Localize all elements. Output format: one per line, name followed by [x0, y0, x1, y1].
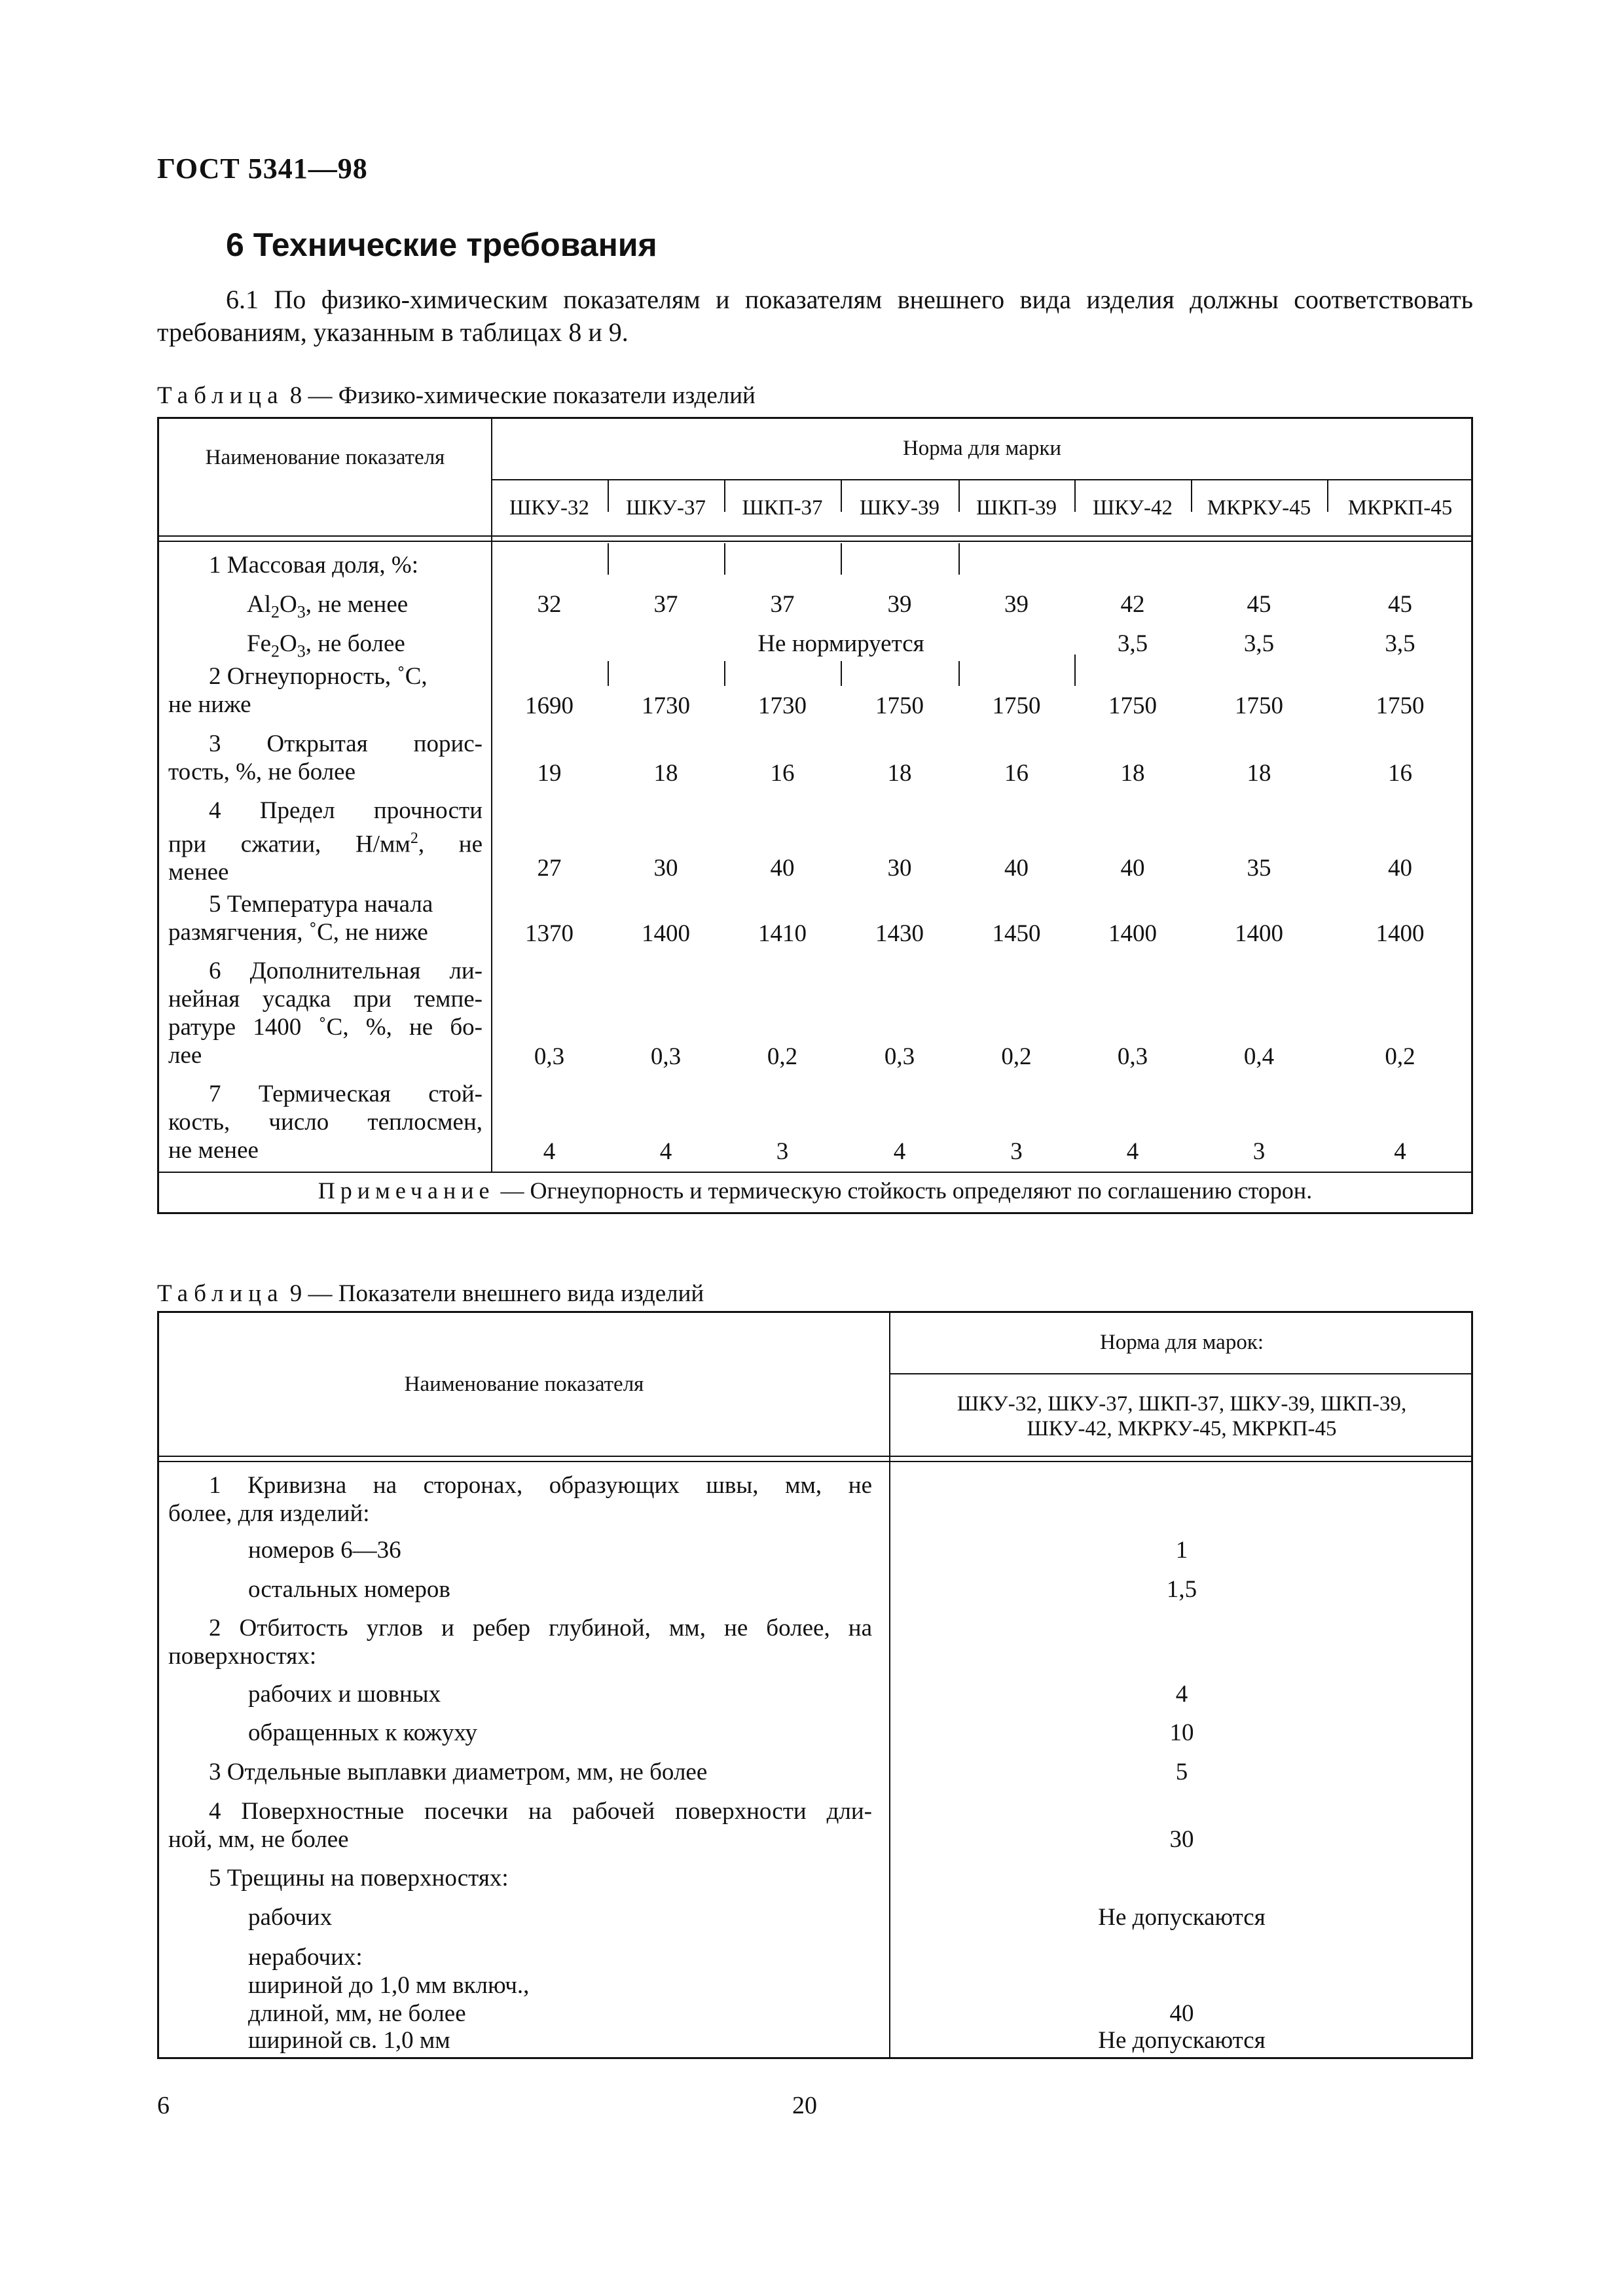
grades-line: ШКУ-32, ШКУ-37, ШКП-37, ШКУ-39, ШКП-39, [957, 1392, 1407, 1416]
table8-cell: 4 [1126, 1138, 1139, 1165]
table9-caption-word: Таблица [157, 1280, 284, 1307]
table8-header-name: Наименование показателя [205, 446, 445, 469]
table8-grade: ШКП-39 [976, 496, 1057, 520]
section-title: 6 Технические требования [226, 226, 657, 263]
subscript: 3 [297, 602, 306, 622]
table8-cell: 3 [1010, 1138, 1023, 1165]
table8-cell: 1750 [1376, 692, 1425, 719]
row-label-text: 2 Отбитость углов и ребер глубиной, мм, не более, на [209, 1615, 872, 1641]
row-label-text: 6 Дополнительная ли- [209, 958, 483, 984]
table8-divider [841, 661, 842, 686]
table9-cell: Не допускаются [1098, 1904, 1266, 1931]
table8-cell: 1430 [875, 920, 924, 947]
table8-cell: 0,2 [767, 1043, 798, 1070]
label-part: , не более [305, 630, 405, 657]
table9-cell: 30 [1169, 1826, 1194, 1853]
table8-cell: 45 [1247, 591, 1271, 618]
table8-row-label [168, 630, 633, 665]
row-label-text: 7 Термическая стой- [209, 1081, 483, 1107]
table8-row-label [168, 797, 483, 886]
row-label-text: не менее [168, 1137, 259, 1164]
table8-cell: 1400 [1376, 920, 1425, 947]
row-label-text: поверхностях: [168, 1643, 317, 1670]
table8-rule [491, 479, 1471, 480]
label-part: , не [418, 831, 483, 858]
table8-cell: 32 [537, 591, 562, 618]
table9-cell: 40 [1169, 2000, 1194, 2027]
superscript: 2 [410, 830, 418, 847]
page-number-center: 20 [792, 2092, 817, 2119]
table8-caption-word: Таблица [157, 382, 284, 409]
row-label-text: 4 Предел прочности [209, 797, 483, 824]
label-part: при сжатии, Н/мм [168, 831, 410, 858]
row-label-text: нерабочих: [248, 1944, 363, 1971]
label-part: O [280, 630, 297, 657]
table9-cell: 5 [1175, 1759, 1188, 1785]
table8-cell: 1410 [758, 920, 807, 947]
table9-caption [157, 1280, 704, 1308]
table8-grade: ШКУ-37 [626, 496, 706, 520]
table9-header-grades [890, 1391, 1473, 1441]
table9-caption-text: 9 — Показатели внешнего вида изделий [289, 1280, 704, 1307]
table8-note [159, 1177, 1471, 1204]
note-text: — Огнеупорность и термическую стойкость определяют по соглашению сторон. [494, 1177, 1313, 1204]
table8-row-label [168, 662, 483, 719]
table8-cell: 4 [659, 1138, 672, 1165]
table8-cell: 0,3 [1117, 1043, 1148, 1070]
table9-cell: 4 [1175, 1681, 1188, 1708]
subscript: 2 [271, 602, 280, 622]
table8-divider [841, 543, 842, 575]
row-label-text [168, 825, 483, 858]
table8-cell: 3,5 [1117, 630, 1148, 657]
table9-row-label: шириной св. 1,0 мм [248, 2027, 450, 2054]
table8-caption [157, 382, 756, 410]
row-label-text: 1 Кривизна на сторонах, образующих швы, мм, не [209, 1472, 872, 1499]
table9-rule [889, 1373, 1471, 1374]
table8-rule [159, 541, 1471, 542]
table8-cell: 3 [776, 1138, 789, 1165]
note-word: Примечание [318, 1177, 495, 1204]
row-label-text: 4 Поверхностные посечки на рабочей поверхности дли- [209, 1798, 872, 1825]
table9-rule [159, 1461, 1471, 1462]
table9-row-label [168, 1471, 872, 1528]
subscript: 3 [297, 641, 306, 661]
row-label-text: 5 Температура начала [209, 891, 433, 918]
table8-cell: 1690 [525, 692, 574, 719]
table8-cell: 1400 [642, 920, 690, 947]
table8-header-norm: Норма для марки [902, 437, 1062, 460]
table9-header-norm: Норма для марок: [1099, 1331, 1264, 1354]
table8-grade: ШКУ-32 [509, 496, 589, 520]
document-code: ГОСТ 5341—98 [157, 152, 368, 185]
row-label-text: 2 Огнеупорность, ˚С, [209, 663, 428, 690]
table8-row-label [168, 1080, 483, 1164]
label-part: Al [247, 591, 271, 618]
table8-divider [1074, 655, 1076, 686]
table9-row-label: рабочих [248, 1904, 333, 1931]
row-label-text: ратуре 1400 ˚С, %, не бо- [168, 1014, 483, 1041]
table8-cell: 0,2 [1001, 1043, 1032, 1070]
row-label-text: размягчения, ˚С, не ниже [168, 919, 428, 946]
table8-cell: 1750 [992, 692, 1041, 719]
table8-cell: 42 [1120, 591, 1145, 618]
table8-grade: ШКП-37 [742, 496, 823, 520]
table8-row-label [168, 551, 633, 579]
label-part: O [280, 591, 297, 618]
table9 [157, 1311, 1473, 2059]
table8-cell: 1730 [642, 692, 690, 719]
table8-cell: 1400 [1108, 920, 1157, 947]
table8-cell: 1450 [992, 920, 1041, 947]
table8-divider [958, 543, 960, 575]
table8-cell: 0,3 [650, 1043, 682, 1070]
row-label-text: менее [168, 859, 229, 886]
table8-cell: 16 [1004, 760, 1029, 787]
table8-cell: 40 [770, 855, 795, 882]
row-label-text: шириной до 1,0 мм включ., [248, 1972, 530, 1999]
table8-cell: 1400 [1235, 920, 1283, 947]
table8-cell: 37 [653, 591, 678, 618]
table8-cell: 4 [893, 1138, 906, 1165]
table9-row-label: 5 Трещины на поверхностях: [209, 1865, 509, 1892]
table8-cell: 39 [887, 591, 912, 618]
table8-cell: 1750 [1235, 692, 1283, 719]
table9-row-label: номеров 6—36 [248, 1537, 401, 1564]
row-label-text: нейная усадка при темпе- [168, 986, 483, 1013]
table8-cell: 18 [1247, 760, 1271, 787]
row-label-text: более, для изделий: [168, 1500, 370, 1527]
table8-cell: 16 [770, 760, 795, 787]
table8-cell: 3 [1252, 1138, 1266, 1165]
table8-merged-cell: Не нормируется [757, 630, 924, 657]
table8-grade: МКРКУ-45 [1207, 496, 1311, 520]
row-label-text: длиной, мм, не более [248, 2000, 466, 2027]
table9-row-label: рабочих и шовных [248, 1681, 441, 1708]
row-label-text: 3 Открытая порис- [209, 730, 483, 757]
row-label-text: тость, %, не более [168, 759, 356, 785]
table8-cell: 40 [1388, 855, 1412, 882]
table8-cell: 37 [770, 591, 795, 618]
row-label-text [168, 630, 633, 665]
table9-cell: 10 [1169, 1719, 1194, 1746]
section-paragraph: 6.1 По физико-химическим показателям и показателям внешнего вида изделия должны соответствовать требованиям, указанным в таблицах 8 и 9. [157, 285, 1473, 347]
table8-rule [159, 1172, 1471, 1173]
table9-row-label [168, 1797, 872, 1854]
table8-cell: 40 [1004, 855, 1029, 882]
table8-cell: 1750 [875, 692, 924, 719]
table8-cell: 18 [1120, 760, 1145, 787]
row-label-text: кость, число теплосмен, [168, 1109, 483, 1136]
table8-cell: 4 [1394, 1138, 1406, 1165]
table9-row-label [168, 1943, 952, 2028]
table8-cell: 0,2 [1385, 1043, 1415, 1070]
table9-rule [159, 1456, 1471, 1457]
row-label-text: не ниже [168, 691, 251, 718]
table8-row-label [168, 890, 483, 946]
table8-row-label [168, 730, 483, 786]
table8-divider [724, 543, 725, 575]
table8-cell: 30 [887, 855, 912, 882]
table9-header-name: Наименование показателя [404, 1372, 644, 1396]
label-part: , не менее [305, 591, 409, 618]
label-part: Fe [247, 630, 271, 657]
table8-cell: 45 [1388, 591, 1412, 618]
table9-row-label [168, 1614, 872, 1670]
table8-cell: 35 [1247, 855, 1271, 882]
table9-row-label: остальных номеров [248, 1576, 450, 1603]
table8-rule [159, 535, 1471, 537]
table8-cell: 3,5 [1243, 630, 1275, 657]
table8-grade: МКРКП-45 [1347, 496, 1453, 520]
table8 [157, 417, 1473, 1214]
table8-grade: ШКУ-39 [860, 496, 939, 520]
table8-cell: 0,3 [534, 1043, 565, 1070]
row-label-text: лее [168, 1042, 202, 1069]
table8-cell: 1750 [1108, 692, 1157, 719]
table8-cell: 0,3 [884, 1043, 915, 1070]
table8-cell: 16 [1388, 760, 1412, 787]
table9-cell: Не допускаются [1098, 2027, 1266, 2054]
table8-cell: 39 [1004, 591, 1029, 618]
table8-cell: 18 [887, 760, 912, 787]
table8-cell: 0,4 [1243, 1043, 1275, 1070]
row-label-text: ной, мм, не более [168, 1826, 349, 1853]
table8-cell: 3,5 [1385, 630, 1415, 657]
subscript: 2 [271, 641, 280, 661]
page-number-left: 6 [157, 2092, 170, 2119]
table8-caption-text: 8 — Физико-химические показатели изделий [289, 382, 756, 409]
table8-cell: 27 [537, 855, 562, 882]
table8-cell: 1730 [758, 692, 807, 719]
table9-cell: 1 [1175, 1537, 1188, 1564]
row-label-text: 1 Массовая доля, %: [209, 552, 419, 579]
table8-divider [958, 661, 960, 686]
table8-cell: 4 [543, 1138, 556, 1165]
table8-cell: 18 [653, 760, 678, 787]
table8-cell: 19 [537, 760, 562, 787]
table9-row-label: 3 Отдельные выплавки диаметром, мм, не более [209, 1759, 708, 1785]
grades-line: ШКУ-42, МКРКУ-45, МКРКП-45 [1027, 1417, 1337, 1441]
table8-cell: 30 [653, 855, 678, 882]
table8-row-label [168, 957, 483, 1069]
table8-grade: ШКУ-42 [1093, 496, 1173, 520]
table9-cell: 1,5 [1166, 1576, 1197, 1603]
table8-cell: 40 [1120, 855, 1145, 882]
table8-cell: 1370 [525, 920, 574, 947]
table9-row-label: обращенных к кожуху [248, 1719, 477, 1746]
table8-divider [724, 661, 725, 686]
